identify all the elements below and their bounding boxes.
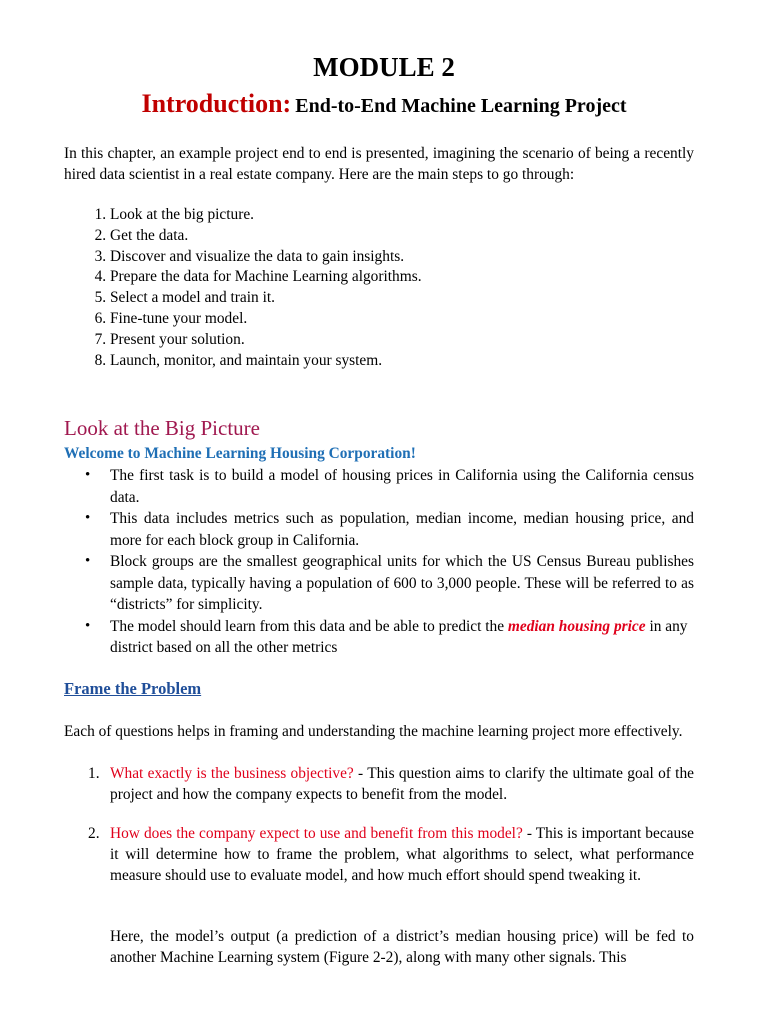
steps-list — [64, 205, 710, 371]
list-item: 3. Discover and visualize the data to gain insights. — [110, 247, 710, 268]
question-number: 1. — [88, 765, 100, 782]
list-item: 7. Present your solution. — [110, 330, 710, 351]
frame-problem-heading: Frame the Problem — [64, 679, 202, 698]
question-2-explanation: - This is important because it will determine how to frame the problem, what algorithms to select, what performance measure should use to evaluate model, and how much effort should spend tweaking it. — [110, 825, 694, 884]
list-item: • The first task is to build a model of housing prices in California using the California census data. — [110, 465, 694, 508]
question-1 — [88, 763, 694, 805]
list-item: • Block groups are the smallest geographical units for which the US Census Bureau publishes sample data, typically having a population of 600 to 3,000 people. These will be referred to as “districts” for simplicity. — [110, 551, 694, 616]
question-number: 2. — [88, 825, 100, 842]
question-2-followup: Here, the model’s output (a prediction of a district’s median housing price) will be fed to another Machine Learning system (Figure 2-2), along with many other signals. This — [110, 928, 694, 966]
list-item: 5. Select a model and train it. — [110, 288, 710, 309]
module-title: MODULE 2 — [313, 52, 455, 82]
intro-paragraph: In this chapter, an example project end to end is presented, imagining the scenario of being a recently hired data scientist in a real estate company. Here are the main steps to go through: — [64, 145, 694, 183]
list-item: 4. Prepare the data for Machine Learning algorithms. — [110, 267, 710, 288]
question-1-text: What exactly is the business objective? — [110, 765, 354, 782]
question-2 — [88, 823, 694, 886]
intro-label: Introduction: — [141, 89, 292, 118]
median-housing-price-emphasis: median housing price — [507, 617, 646, 635]
list-item: 1. Look at the big picture. — [110, 205, 710, 226]
frame-intro-paragraph: Each of questions helps in framing and understanding the machine learning project more effectively. — [64, 723, 683, 740]
intro-subtitle: End-to-End Machine Learning Project — [295, 95, 627, 117]
welcome-subheading: Welcome to Machine Learning Housing Corporation! — [64, 445, 416, 462]
bullet-text: in any district based on all the other metrics — [110, 617, 688, 656]
list-item: 8. Launch, monitor, and maintain your system. — [110, 351, 710, 372]
big-picture-bullets — [64, 465, 694, 659]
list-item: • This data includes metrics such as population, median income, median housing price, and more for each block group in California. — [110, 508, 694, 551]
list-item: 6. Fine-tune your model. — [110, 309, 710, 330]
question-1-explanation: - This question aims to clarify the ultimate goal of the project and how the company expects to benefit from the model. — [110, 765, 694, 803]
list-item: 2. Get the data. — [110, 226, 710, 247]
list-item — [110, 616, 694, 659]
bullet-text: The model should learn from this data and be able to predict the — [110, 617, 508, 635]
big-picture-heading: Look at the Big Picture — [64, 416, 260, 440]
chapter-title — [0, 87, 768, 125]
question-2-text: How does the company expect to use and benefit from this model? — [110, 825, 523, 842]
